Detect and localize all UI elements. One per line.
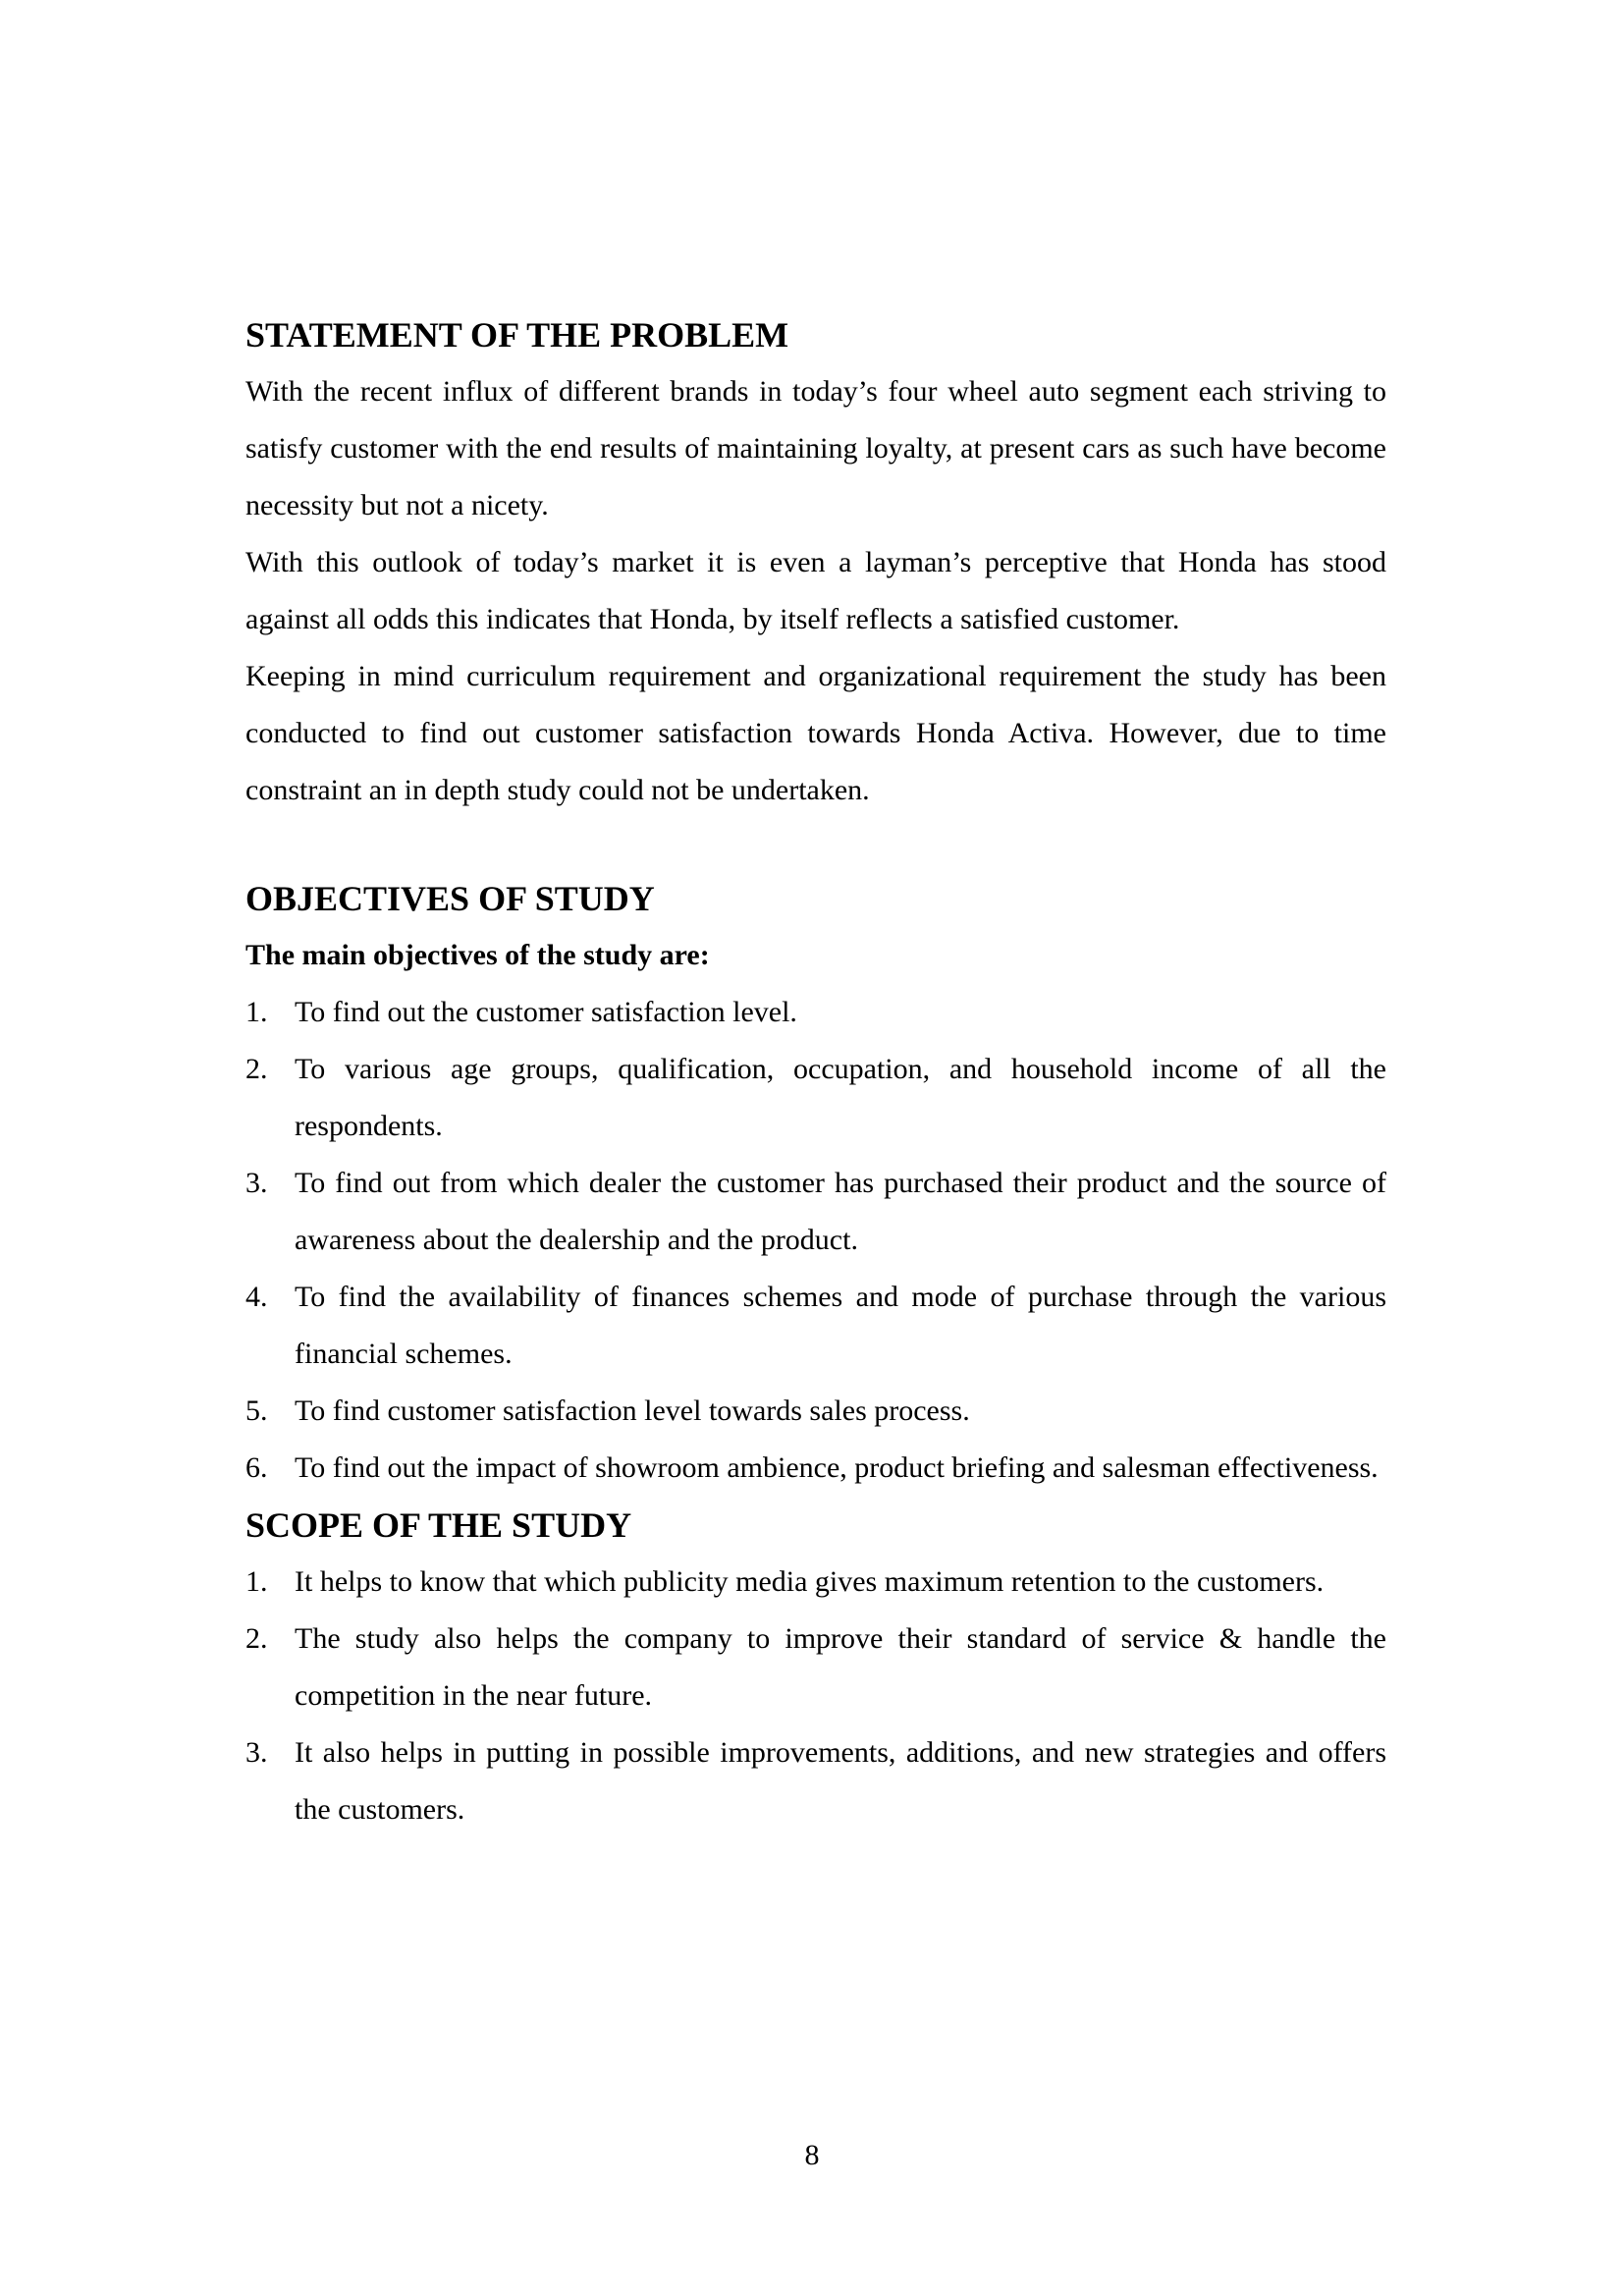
list-text: To find the availability of finances schemes and mode of purchase through the various financial schemes.	[295, 1281, 1386, 1370]
page-number: 8	[804, 2139, 820, 2171]
list-item	[245, 1041, 1386, 1155]
list-item	[245, 1155, 1386, 1269]
list-item	[245, 1724, 1386, 1838]
statement-paragraph-3: Keeping in mind curriculum requirement and organizational requirement the study has been conducted to find out customer satisfaction towards Honda Activa. However, due to time constraint an in depth study could not be undertaken.	[245, 660, 1386, 806]
list-item	[245, 1269, 1386, 1383]
objectives-heading: OBJECTIVES OF STUDY	[245, 879, 655, 918]
list-text: To find customer satisfaction level towards sales process.	[295, 1394, 970, 1427]
list-item	[245, 1554, 1386, 1611]
list-item	[245, 1611, 1386, 1724]
page-content	[245, 306, 1386, 1838]
statement-paragraph-1: With the recent influx of different brands in today’s four wheel auto segment each striving to satisfy customer with the end results of maintaining loyalty, at present cars as such have become necessity but not a nicety.	[245, 375, 1386, 521]
list-number: 1.	[245, 996, 268, 1028]
list-text: To find out from which dealer the customer has purchased their product and the source of awareness about the dealership and the product.	[295, 1167, 1386, 1256]
objectives-list	[245, 984, 1386, 1497]
list-text: To various age groups, qualification, occupation, and household income of all the respondents.	[295, 1053, 1386, 1142]
list-item	[245, 1440, 1386, 1497]
scope-heading: SCOPE OF THE STUDY	[245, 1505, 632, 1545]
list-number: 1.	[245, 1565, 268, 1598]
list-item	[245, 984, 1386, 1041]
list-text: It helps to know that which publicity media gives maximum retention to the customers.	[295, 1565, 1325, 1598]
list-text: To find out the impact of showroom ambience, product briefing and salesman effectiveness.	[295, 1451, 1379, 1484]
list-text: To find out the customer satisfaction level.	[295, 996, 797, 1028]
list-number: 4.	[245, 1281, 268, 1313]
objectives-subheading: The main objectives of the study are:	[245, 939, 710, 971]
statement-heading: STATEMENT OF THE PROBLEM	[245, 315, 789, 355]
statement-paragraph-2: With this outlook of today’s market it is even a layman’s perceptive that Honda has stood against all odds this indicates that Honda, by itself reflects a satisfied customer.	[245, 546, 1386, 635]
list-number: 5.	[245, 1394, 268, 1427]
list-number: 3.	[245, 1736, 268, 1769]
section-spacer	[245, 819, 1386, 870]
list-item	[245, 1383, 1386, 1440]
list-number: 6.	[245, 1451, 268, 1484]
list-text: It also helps in putting in possible improvements, additions, and new strategies and offers the customers.	[295, 1736, 1386, 1826]
list-number: 3.	[245, 1167, 268, 1199]
list-text: The study also helps the company to improve their standard of service & handle the competition in the near future.	[295, 1622, 1386, 1712]
list-number: 2.	[245, 1622, 268, 1655]
scope-list	[245, 1554, 1386, 1838]
list-number: 2.	[245, 1053, 268, 1085]
